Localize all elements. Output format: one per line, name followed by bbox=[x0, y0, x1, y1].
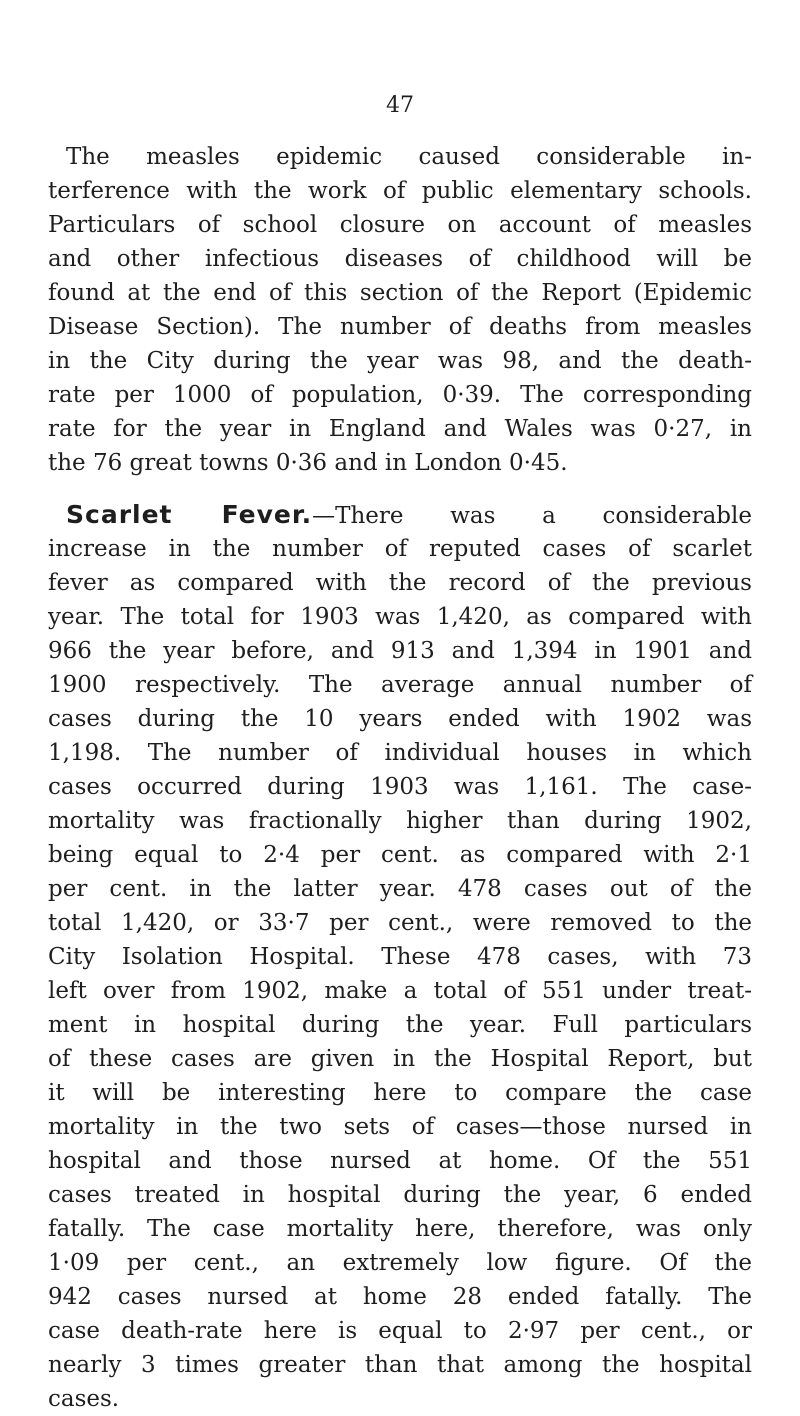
paragraph-line: 942 cases nursed at home 28 ended fatally. The bbox=[48, 1284, 752, 1310]
paragraph-line: terference with the work of public elementary schools. bbox=[48, 178, 752, 204]
page-body bbox=[48, 140, 752, 1416]
paragraph-line: The measles epidemic caused considerable in- bbox=[66, 144, 752, 170]
paragraph-line: found at the end of this section of the Report (Epidemic bbox=[48, 280, 752, 306]
paragraph-scarlet-fever bbox=[48, 498, 752, 1416]
section-heading-scarlet-fever: Scarlet Fever. bbox=[66, 500, 313, 529]
paragraph-line: cases. bbox=[48, 1386, 120, 1412]
heading-line-rest: —There was a considerable bbox=[312, 503, 752, 529]
paragraph-line: fever as compared with the record of the previous bbox=[48, 570, 752, 596]
paragraph-line: the 76 great towns 0·36 and in London 0·45. bbox=[48, 450, 568, 476]
paragraph-line: increase in the number of reputed cases of scarlet bbox=[48, 536, 752, 562]
paragraph-line: hospital and those nursed at home. Of the 551 bbox=[48, 1148, 752, 1174]
paragraph-line: and other infectious diseases of childhood will be bbox=[48, 246, 752, 272]
paragraph-line: Disease Section). The number of deaths from measles bbox=[48, 314, 752, 340]
paragraph-line: 1,198. The number of individual houses in which bbox=[48, 740, 752, 766]
paragraph-line bbox=[48, 498, 752, 532]
paragraph-line: City Isolation Hospital. These 478 cases, with 73 bbox=[48, 944, 752, 970]
paragraph-line: rate for the year in England and Wales was 0·27, in bbox=[48, 416, 752, 442]
paragraph-line: per cent. in the latter year. 478 cases out of the bbox=[48, 876, 752, 902]
paragraph-line: 1900 respectively. The average annual number of bbox=[48, 672, 752, 698]
paragraph-line: ment in hospital during the year. Full particulars bbox=[48, 1012, 752, 1038]
paragraph-line: 966 the year before, and 913 and 1,394 in 1901 and bbox=[48, 638, 752, 664]
paragraph-line: 1·09 per cent., an extremely low figure. Of the bbox=[48, 1250, 752, 1276]
paragraph-line: being equal to 2·4 per cent. as compared with 2·1 bbox=[48, 842, 752, 868]
paragraph-line: case death-rate here is equal to 2·97 per cent., or bbox=[48, 1318, 752, 1344]
paragraph-measles bbox=[48, 140, 752, 480]
paragraph-line: mortality was fractionally higher than during 1902, bbox=[48, 808, 752, 834]
paragraph-line: year. The total for 1903 was 1,420, as compared with bbox=[48, 604, 752, 630]
paragraph-line: it will be interesting here to compare the case bbox=[48, 1080, 752, 1106]
paragraph-line: in the City during the year was 98, and the death- bbox=[48, 348, 752, 374]
paragraph-line: Particulars of school closure on account of measles bbox=[48, 212, 752, 238]
page-number: 47 bbox=[386, 93, 414, 118]
paragraph-line: mortality in the two sets of cases—those nursed in bbox=[48, 1114, 752, 1140]
paragraph-line: rate per 1000 of population, 0·39. The corresponding bbox=[48, 382, 752, 408]
paragraph-line: cases treated in hospital during the year, 6 ended bbox=[48, 1182, 752, 1208]
paragraph-line: of these cases are given in the Hospital Report, but bbox=[48, 1046, 752, 1072]
paragraph-line: total 1,420, or 33·7 per cent., were removed to the bbox=[48, 910, 752, 936]
paragraph-gap bbox=[48, 480, 752, 498]
paragraph-line: left over from 1902, make a total of 551 under treat- bbox=[48, 978, 752, 1004]
paragraph-line: nearly 3 times greater than that among the hospital bbox=[48, 1352, 752, 1378]
paragraph-line: fatally. The case mortality here, therefore, was only bbox=[48, 1216, 752, 1242]
paragraph-line: cases during the 10 years ended with 1902 was bbox=[48, 706, 752, 732]
paragraph-line: cases occurred during 1903 was 1,161. The case- bbox=[48, 774, 752, 800]
